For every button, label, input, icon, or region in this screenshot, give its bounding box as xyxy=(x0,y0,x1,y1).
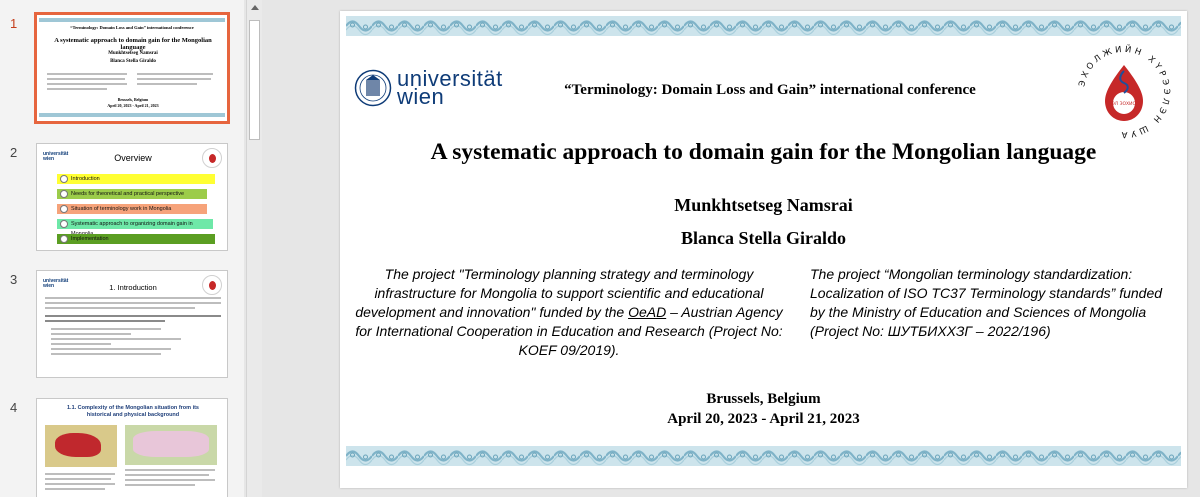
text-placeholder-line xyxy=(51,353,161,355)
text-placeholder-line xyxy=(47,88,107,90)
university-seal-icon xyxy=(354,69,392,107)
bullet-circle-icon xyxy=(60,190,68,198)
text-placeholder-line xyxy=(45,315,221,317)
map-region xyxy=(133,431,209,457)
text-placeholder-line xyxy=(125,484,195,486)
text-placeholder-line xyxy=(51,348,171,350)
thumbnail-row-2[interactable] xyxy=(0,143,244,255)
text-placeholder-line xyxy=(47,73,127,75)
university-logo: universität wien xyxy=(43,278,69,289)
slide-thumbnail-3[interactable] xyxy=(36,270,228,378)
text-placeholder-line xyxy=(45,488,105,490)
university-of-vienna-logo xyxy=(354,66,503,111)
text-placeholder-line xyxy=(125,469,215,471)
author-name: Blanca Stella Giraldo xyxy=(680,228,846,248)
thumb-title: 1.1. Complexity of the Mongolian situation from its historical and physical background xyxy=(66,405,199,418)
text-placeholder-line xyxy=(137,73,213,75)
overview-item: Implementation xyxy=(57,234,215,244)
institute-of-language-logo xyxy=(1075,43,1173,141)
svg-text:ЭХОЛЖИЙН ХҮРЭЭЛЭН ШУА: ЭХОЛЖИЙН ХҮРЭЭЛЭН ШУА xyxy=(1077,44,1172,140)
slide-thumbnail-4[interactable] xyxy=(36,398,228,497)
conference-title: “Terminology: Domain Loss and Gain” international conference xyxy=(564,82,976,98)
text-placeholder-line xyxy=(125,474,209,476)
thumb-author: Munkhtsetseg Namsrai xyxy=(108,51,158,56)
map-image xyxy=(125,425,217,465)
text-placeholder-line xyxy=(51,338,181,340)
slide-title: A systematic approach to domain gain for the Mongolian language xyxy=(430,139,1097,165)
bullet-circle-icon xyxy=(60,175,68,183)
thumbnail-scrollbar[interactable] xyxy=(246,0,262,497)
thumb-dates: April 20, 2023 - April 21, 2023 xyxy=(107,103,159,108)
university-logo: universität wien xyxy=(43,151,69,162)
overview-item: Systematic approach to organizing domain gain in xyxy=(57,219,213,229)
slide-thumbnail-2[interactable] xyxy=(36,143,228,251)
project-description-right: The project “Mongolian terminology standardization: Localization of ISO TC37 Terminology standards” funded by the Ministry of Education and Sciences of Mongolia (Project No: ШУТБИХХЗГ – 2022/196) xyxy=(810,266,1163,339)
thumb-title: A systematic approach to domain gain for the Mongolian language xyxy=(54,37,212,51)
text-placeholder-line xyxy=(45,473,115,475)
overview-item: Introduction xyxy=(57,174,215,184)
thumbnail-row-1[interactable] xyxy=(0,14,244,126)
overview-item: Situation of terminology work in Mongolia xyxy=(57,204,207,214)
overview-item: Needs for theoretical and practical perspective xyxy=(57,189,207,199)
decorative-band xyxy=(39,18,225,22)
thumb-title: 1. Introduction xyxy=(109,283,157,292)
oead-link[interactable]: OeAD xyxy=(628,304,667,320)
text-placeholder-line xyxy=(47,83,127,85)
decorative-band xyxy=(39,113,225,117)
thumb-conference: “Terminology: Domain Loss and Gain” international conference xyxy=(70,25,194,30)
svg-text:ХЭЛ ЗОХИОЛ: ХЭЛ ЗОХИОЛ xyxy=(1108,102,1140,107)
text-placeholder-line xyxy=(51,343,111,345)
text-placeholder-line xyxy=(45,320,165,322)
author-name: Munkhtsetseg Namsrai xyxy=(674,195,853,215)
decorative-border-bottom xyxy=(346,446,1181,466)
text-placeholder-line xyxy=(137,83,197,85)
event-location: Brussels, Belgium xyxy=(706,391,821,407)
slide-canvas[interactable] xyxy=(340,11,1187,488)
slide-thumbnail-1[interactable] xyxy=(34,12,230,124)
text-placeholder-line xyxy=(45,302,221,304)
scroll-up-icon[interactable] xyxy=(251,5,259,10)
event-dates: April 20, 2023 - April 21, 2023 xyxy=(667,411,860,427)
slide-number: 2 xyxy=(10,145,18,160)
text-placeholder-line xyxy=(137,78,211,80)
text-placeholder-line xyxy=(125,479,215,481)
slide-thumbnail-pane[interactable] xyxy=(0,0,244,497)
map-image xyxy=(45,425,117,467)
decorative-border-top xyxy=(346,16,1181,36)
bullet-circle-icon xyxy=(60,220,68,228)
text-placeholder-line xyxy=(51,328,161,330)
text-placeholder-line xyxy=(45,307,195,309)
university-name: universität wien xyxy=(397,66,503,109)
map-region xyxy=(55,433,101,457)
thumbnail-row-4[interactable] xyxy=(0,398,244,497)
text-placeholder-line xyxy=(47,78,125,80)
bullet-circle-icon xyxy=(60,235,68,243)
project-description-left: The project "Terminology planning strategy and terminology infrastructure for Mongolia to support scientific and educational development and innovation" funded by the OeAD – Austrian Agency for International Cooperation in Education and Research (Project No: KOEF 09/2019). xyxy=(355,266,783,358)
text-placeholder-line xyxy=(45,478,111,480)
slide-number: 3 xyxy=(10,272,18,287)
text-placeholder-line xyxy=(45,483,115,485)
bullet-circle-icon xyxy=(60,205,68,213)
thumb-author: Blanca Stella Giraldo xyxy=(110,59,156,64)
slide-number: 4 xyxy=(10,400,18,415)
text-placeholder-line xyxy=(45,297,221,299)
slide-number: 1 xyxy=(10,16,18,31)
scrollbar-thumb[interactable] xyxy=(249,20,260,140)
thumb-place: Brussels, Belgium xyxy=(117,97,149,102)
thumb-title: Overview xyxy=(114,153,152,163)
thumbnail-row-3[interactable] xyxy=(0,270,244,382)
text-placeholder-line xyxy=(51,333,131,335)
